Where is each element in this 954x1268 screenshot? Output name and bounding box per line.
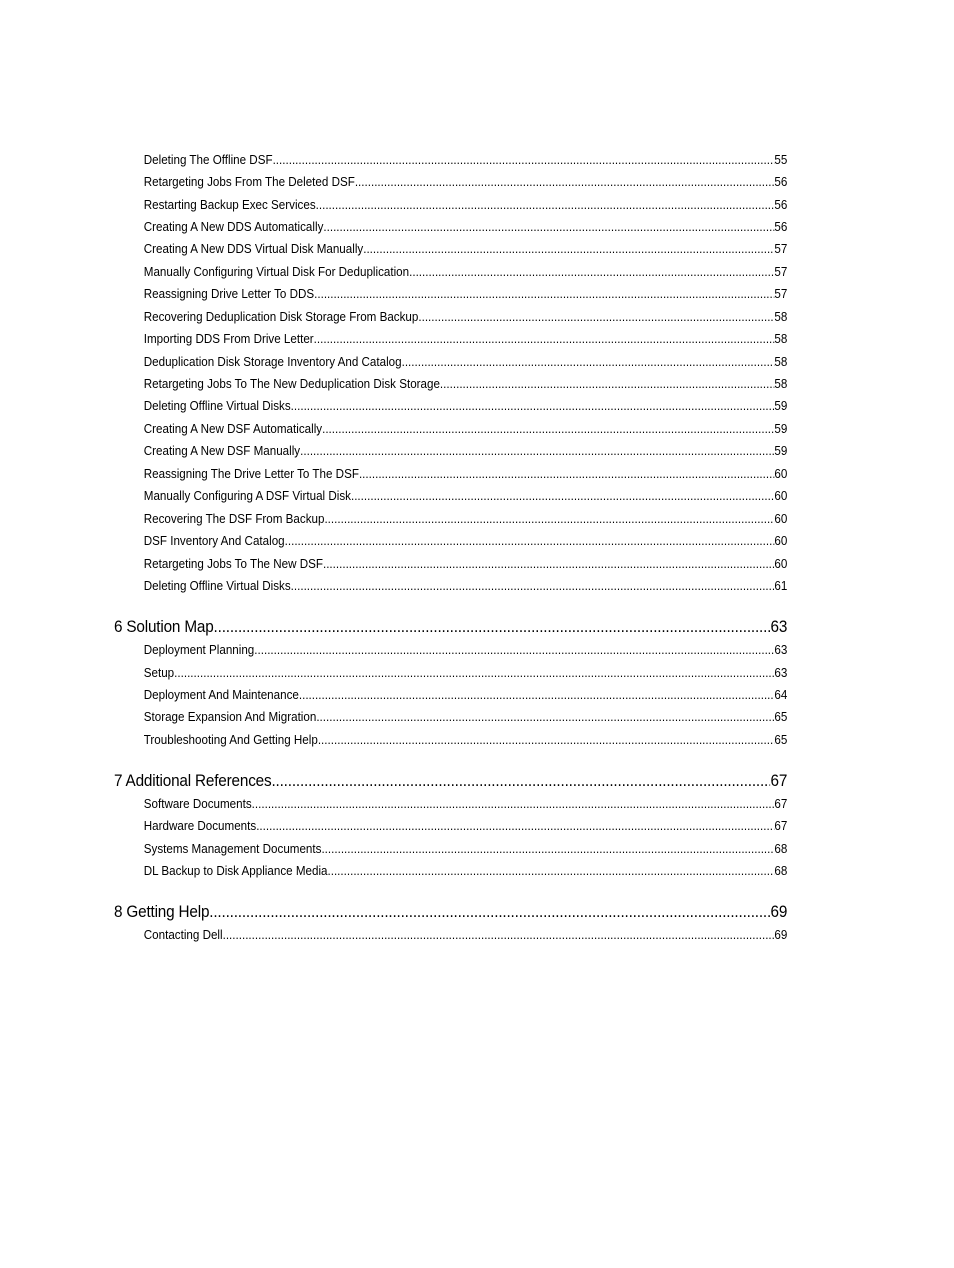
- toc-entry-title: Reassigning Drive Letter To DDS: [143, 287, 315, 301]
- toc-entry-title: Deleting Offline Virtual Disks: [143, 579, 291, 593]
- toc-entry[interactable]: [114, 732, 787, 748]
- toc-dot-leader: [363, 241, 774, 257]
- toc-entry[interactable]: [114, 488, 787, 504]
- toc-page-number: 63: [774, 643, 788, 657]
- toc-entry[interactable]: [114, 354, 787, 370]
- toc-page-number: 58: [774, 377, 788, 391]
- toc-entry-title: Troubleshooting And Getting Help: [143, 733, 318, 747]
- toc-entry[interactable]: [114, 927, 787, 943]
- toc-page-number: 63: [770, 617, 788, 636]
- toc-entry-title: Storage Expansion And Migration: [143, 710, 317, 724]
- toc-entry[interactable]: [114, 376, 787, 392]
- toc-dot-leader: [316, 197, 775, 213]
- toc-entry-title: Creating A New DSF Automatically: [143, 422, 323, 436]
- toc-entry[interactable]: [114, 152, 787, 168]
- toc-entry[interactable]: [114, 331, 787, 347]
- toc-entry[interactable]: [114, 466, 787, 482]
- toc-entry[interactable]: [114, 796, 787, 812]
- toc-dot-leader: [409, 264, 774, 280]
- toc-dot-leader: [323, 219, 774, 235]
- toc-page-number: 59: [774, 399, 788, 413]
- toc-entry-title: Reassigning The Drive Letter To The DSF: [143, 467, 359, 481]
- toc-entry[interactable]: [114, 264, 787, 280]
- toc-entry[interactable]: [114, 578, 787, 594]
- toc-dot-leader: [314, 286, 774, 302]
- toc-entry-title: Importing DDS From Drive Letter: [143, 332, 314, 346]
- toc-entry-title: Deployment And Maintenance: [143, 688, 299, 702]
- toc-dot-leader: [316, 709, 774, 725]
- toc-entry-title: 8 Getting Help: [114, 902, 210, 921]
- toc-entry[interactable]: [114, 421, 787, 437]
- toc-dot-leader: [209, 902, 770, 922]
- toc-page-number: 60: [774, 557, 788, 571]
- toc-dot-leader: [299, 687, 775, 703]
- toc-page-number: 60: [774, 512, 788, 526]
- toc-page-number: 59: [774, 422, 788, 436]
- toc-entry-title: DSF Inventory And Catalog: [143, 534, 285, 548]
- toc-page-number: 69: [770, 902, 788, 921]
- toc-page-number: 59: [774, 444, 788, 458]
- toc-chapter-entry[interactable]: [114, 617, 787, 637]
- toc-page-number: 60: [774, 467, 788, 481]
- toc-entry-title: Manually Configuring Virtual Disk For Deduplication: [143, 265, 410, 279]
- toc-page-number: 56: [774, 198, 788, 212]
- toc-dot-leader: [254, 642, 774, 658]
- toc-dot-leader: [252, 796, 775, 812]
- toc-page-number: 57: [774, 265, 788, 279]
- toc-entry-title: DL Backup to Disk Appliance Media: [143, 864, 328, 878]
- toc-page-number: 57: [774, 242, 788, 256]
- toc-entry[interactable]: [114, 241, 787, 257]
- toc-dot-leader: [271, 771, 770, 791]
- toc-entry[interactable]: [114, 174, 787, 190]
- toc-entry-title: Deleting The Offline DSF: [143, 153, 273, 167]
- toc-entry-title: Creating A New DDS Automatically: [143, 220, 324, 234]
- toc-entry[interactable]: [114, 709, 787, 725]
- toc-dot-leader: [324, 511, 774, 527]
- toc-entry-title: Deduplication Disk Storage Inventory And Catalog: [143, 355, 402, 369]
- toc-dot-leader: [440, 376, 774, 392]
- toc-dot-leader: [359, 466, 774, 482]
- toc-entry[interactable]: [114, 443, 787, 459]
- toc-entry-title: Recovering The DSF From Backup: [143, 512, 325, 526]
- toc-entry-title: Recovering Deduplication Disk Storage From Backup: [143, 310, 419, 324]
- toc-dot-leader: [323, 556, 774, 572]
- toc-entry[interactable]: [114, 687, 787, 703]
- toc-dot-leader: [355, 174, 775, 190]
- toc-chapter-entry[interactable]: [114, 771, 787, 791]
- toc-entry[interactable]: [114, 863, 787, 879]
- toc-entry[interactable]: [114, 309, 787, 325]
- toc-page-number: 60: [774, 534, 788, 548]
- toc-page-number: 65: [774, 733, 788, 747]
- toc-entry-title: Creating A New DDS Virtual Disk Manually: [143, 242, 364, 256]
- toc-entry-title: Hardware Documents: [143, 819, 257, 833]
- toc-page-number: 68: [774, 842, 788, 856]
- toc-entry-title: 6 Solution Map: [114, 617, 214, 636]
- toc-entry[interactable]: [114, 197, 787, 213]
- toc-entry-title: Setup: [143, 666, 175, 680]
- toc-dot-leader: [273, 152, 775, 168]
- toc-dot-leader: [402, 354, 775, 370]
- toc-dot-leader: [174, 665, 774, 681]
- toc-page-number: 64: [774, 688, 788, 702]
- toc-entry-title: Retargeting Jobs From The Deleted DSF: [143, 175, 355, 189]
- toc-entry-title: Retargeting Jobs To The New Deduplication Disk Storage: [143, 377, 440, 391]
- toc-entry[interactable]: [114, 533, 787, 549]
- toc-entry[interactable]: [114, 511, 787, 527]
- toc-page-number: 67: [774, 797, 788, 811]
- toc-entry-title: Deployment Planning: [143, 643, 255, 657]
- toc-dot-leader: [291, 398, 775, 414]
- toc-dot-leader: [322, 421, 774, 437]
- toc-entry-title: Contacting Dell: [143, 928, 223, 942]
- toc-dot-leader: [300, 443, 774, 459]
- toc-entry-title: Systems Management Documents: [143, 842, 322, 856]
- toc-page-number: 60: [774, 489, 788, 503]
- toc-entry-title: Retargeting Jobs To The New DSF: [143, 557, 323, 571]
- toc-entry[interactable]: [114, 556, 787, 572]
- toc-page-number: 55: [774, 153, 788, 167]
- toc-page-number: 69: [774, 928, 788, 942]
- toc-entry[interactable]: [114, 841, 787, 857]
- toc-entry[interactable]: [114, 665, 787, 681]
- toc-page-number: 65: [774, 710, 788, 724]
- toc-page-number: 63: [774, 666, 788, 680]
- toc-page-number: 58: [774, 355, 788, 369]
- toc-entry[interactable]: [114, 818, 787, 834]
- toc-page-number: 67: [770, 771, 788, 790]
- toc-dot-leader: [321, 841, 774, 857]
- toc-page-number: 58: [774, 310, 788, 324]
- toc-dot-leader: [285, 533, 775, 549]
- toc-entry-title: Software Documents: [143, 797, 252, 811]
- toc-page-number: 58: [774, 332, 788, 346]
- toc-entry-title: Restarting Backup Exec Services: [143, 198, 316, 212]
- toc-entry-title: Creating A New DSF Manually: [143, 444, 301, 458]
- toc-dot-leader: [256, 818, 774, 834]
- toc-dot-leader: [214, 617, 771, 637]
- toc-page-number: 57: [774, 287, 788, 301]
- toc-dot-leader: [351, 488, 774, 504]
- toc-page-number: 56: [774, 220, 788, 234]
- toc-page-number: 56: [774, 175, 788, 189]
- toc-entry[interactable]: [114, 642, 787, 658]
- toc-page-number: 67: [774, 819, 788, 833]
- toc-page-number: 68: [774, 864, 788, 878]
- toc-page-number: 61: [774, 579, 788, 593]
- toc-entry[interactable]: [114, 286, 787, 302]
- toc-dot-leader: [418, 309, 774, 325]
- toc-dot-leader: [327, 863, 774, 879]
- toc-chapter-entry[interactable]: [114, 902, 787, 922]
- toc-entry-title: Manually Configuring A DSF Virtual Disk: [143, 489, 351, 503]
- toc-dot-leader: [291, 578, 775, 594]
- toc-entry-title: Deleting Offline Virtual Disks: [143, 399, 291, 413]
- toc-dot-leader: [318, 732, 775, 748]
- toc-entry[interactable]: [114, 219, 787, 235]
- toc-entry-title: 7 Additional References: [114, 771, 272, 790]
- toc-dot-leader: [314, 331, 775, 347]
- toc-entry[interactable]: [114, 398, 787, 414]
- toc-dot-leader: [223, 927, 775, 943]
